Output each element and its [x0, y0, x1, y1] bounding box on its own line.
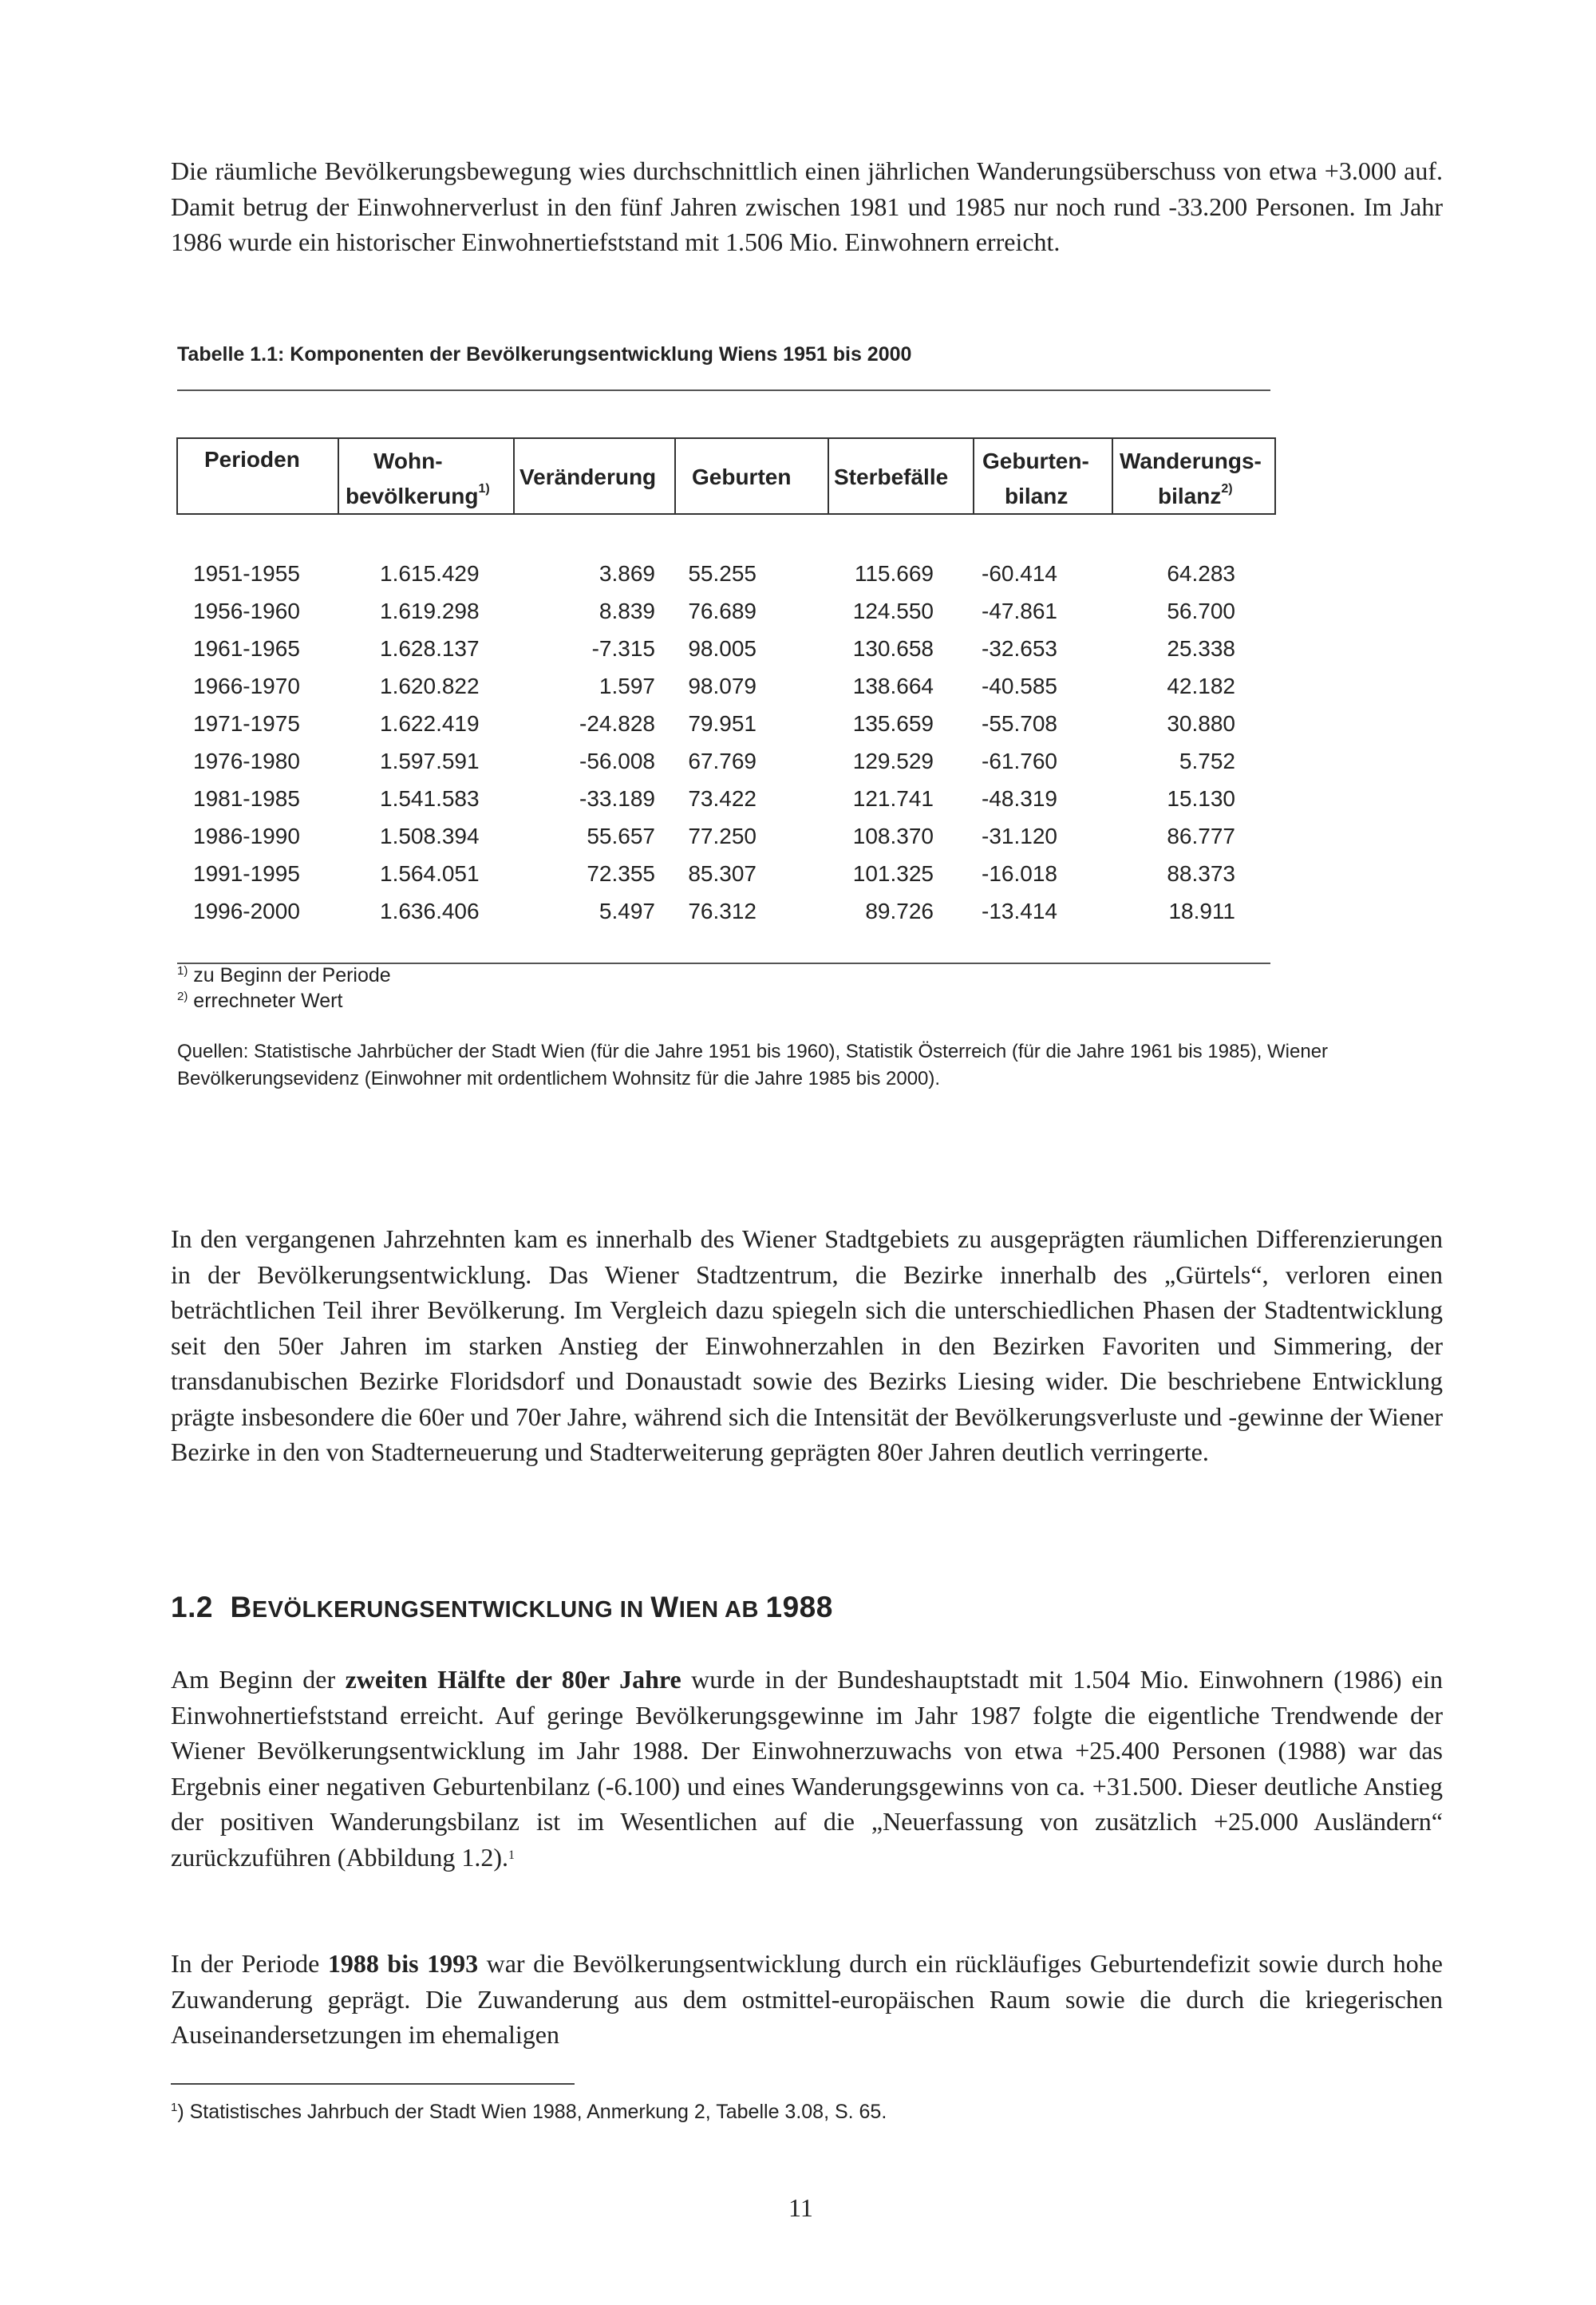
cell-periode: 1956-1960 [193, 599, 300, 623]
intro-text: Die räumliche Bevölkerungsbewegung wies durchschnittlich einen jährlichen Wanderungsüberschuss von etwa +3.000 auf. Damit betrug der Einwohnerverlust in den fünf Jahren zwischen 1981 und 1985 nur noch rund -33.200 Personen. Im Jahr 1986 wurde ein historischer Einwohnertiefststand mit 1.506 Mio. Einwohnern erreicht. [171, 156, 1443, 256]
header-geburten-label: Geburten [692, 465, 792, 489]
table-row [0, 899, 1596, 931]
cell-sterbefaelle: 121.741 [852, 786, 934, 811]
cell-sterbefaelle: 129.529 [852, 749, 934, 773]
header-wohn-line1: Wohn- [373, 449, 443, 473]
table-sources: Quellen: Statistische Jahrbücher der Stadt Wien (für die Jahre 1951 bis 1960), Statistik Österreich (für die Jahre 1961 bis 1985), Wiener Bevölkerungsevidenz (Einwohner mit ordentlichem Wohnsitz für die Jahre 1985 bis 2000). [177, 1041, 1329, 1089]
cell-geburtenbilanz: -61.760 [982, 749, 1057, 773]
cell-geburten: 73.422 [688, 786, 757, 811]
section-title-part: W [650, 1591, 679, 1623]
cell-geburten: 76.689 [688, 599, 757, 623]
header-wohnbevoelkerung [339, 439, 513, 513]
cell-veraenderung: -7.315 [591, 636, 655, 661]
header-wb-sup: 2) [1221, 482, 1233, 496]
cell-sterbefaelle: 89.726 [865, 899, 934, 923]
cell-geburten: 98.005 [688, 636, 757, 661]
table-row [0, 711, 1596, 743]
table-row [0, 861, 1596, 893]
footnote-1-mark: 1) [177, 964, 188, 978]
cell-wohn: 1.508.394 [380, 824, 480, 848]
cell-wohn: 1.620.822 [380, 674, 480, 698]
cell-wanderungsbilanz: 15.130 [1167, 786, 1235, 811]
cell-periode: 1976-1980 [193, 749, 300, 773]
header-sterbefaelle-label: Sterbefälle [834, 465, 949, 489]
cell-wohn: 1.597.591 [380, 749, 480, 773]
cell-wohn: 1.628.137 [380, 636, 480, 661]
table-row [0, 824, 1596, 856]
cell-sterbefaelle: 115.669 [854, 561, 934, 586]
footnote-rule [171, 2083, 575, 2085]
cell-periode: 1961-1965 [193, 636, 300, 661]
cell-wanderungsbilanz: 64.283 [1167, 561, 1235, 586]
cell-geburten: 98.079 [688, 674, 757, 698]
cell-veraenderung: 3.869 [598, 561, 655, 586]
cell-sterbefaelle: 108.370 [852, 824, 934, 848]
table-header [176, 437, 1276, 515]
cell-geburtenbilanz: -60.414 [982, 561, 1057, 586]
cell-periode: 1951-1955 [193, 561, 300, 586]
footnote-ref: 1 [508, 1848, 515, 1862]
cell-wanderungsbilanz: 25.338 [1167, 636, 1235, 661]
cell-veraenderung: 72.355 [587, 861, 655, 886]
cell-veraenderung: 1.597 [598, 674, 655, 698]
cell-veraenderung: 8.839 [598, 599, 655, 623]
cell-geburtenbilanz: -31.120 [982, 824, 1057, 848]
header-sterbefaelle [829, 439, 973, 513]
header-veraenderung [515, 439, 674, 513]
cell-wanderungsbilanz: 5.752 [1179, 749, 1235, 773]
cell-wohn: 1.541.583 [380, 786, 480, 811]
paragraph-4 [171, 1946, 1443, 2053]
table-footnote-1 [177, 964, 391, 987]
cell-veraenderung: -33.189 [579, 786, 655, 811]
cell-geburten: 85.307 [688, 861, 757, 886]
cell-periode: 1991-1995 [193, 861, 300, 886]
cell-periode: 1971-1975 [193, 711, 300, 736]
cell-veraenderung: 5.497 [598, 899, 655, 923]
header-wb-line2: bilanz [1158, 484, 1222, 508]
paragraph-4-bold: 1988 bis 1993 [327, 1949, 479, 1978]
section-heading [171, 1591, 833, 1624]
table-row [0, 561, 1596, 593]
page-footnote [171, 2101, 887, 2124]
footnote-2-text: errechneter Wert [193, 990, 343, 1012]
cell-geburtenbilanz: -47.861 [982, 599, 1057, 623]
cell-geburten: 55.255 [688, 561, 757, 586]
page-footnote-text: ) Statistisches Jahrbuch der Stadt Wien 1988, Anmerkung 2, Tabelle 3.08, S. 65. [177, 2101, 887, 2123]
cell-veraenderung: -24.828 [579, 711, 655, 736]
cell-geburtenbilanz: -13.414 [982, 899, 1057, 923]
header-wanderungsbilanz [1113, 439, 1274, 513]
header-wohn-line2: bevölkerung [346, 484, 479, 508]
section-number: 1.2 [171, 1591, 213, 1623]
cell-periode: 1966-1970 [193, 674, 300, 698]
cell-sterbefaelle: 101.325 [852, 861, 934, 886]
table-footnote-2 [177, 990, 342, 1013]
cell-sterbefaelle: 138.664 [852, 674, 934, 698]
cell-wohn: 1.619.298 [380, 599, 480, 623]
header-geburtenbilanz [974, 439, 1112, 513]
cell-wanderungsbilanz: 42.182 [1167, 674, 1235, 698]
cell-geburtenbilanz: -40.585 [982, 674, 1057, 698]
header-perioden [178, 439, 338, 513]
cell-wohn: 1.636.406 [380, 899, 480, 923]
cell-periode: 1996-2000 [193, 899, 300, 923]
cell-sterbefaelle: 135.659 [852, 711, 934, 736]
cell-wohn: 1.564.051 [380, 861, 480, 886]
cell-geburten: 77.250 [688, 824, 757, 848]
cell-wohn: 1.622.419 [380, 711, 480, 736]
cell-wanderungsbilanz: 88.373 [1167, 861, 1235, 886]
cell-wanderungsbilanz: 56.700 [1167, 599, 1235, 623]
cell-geburten: 76.312 [688, 899, 757, 923]
paragraph-3-bold: zweiten Hälfte der 80er Jahre [345, 1665, 681, 1694]
paragraph-3 [171, 1662, 1443, 1875]
section-title-part: 1988 [765, 1591, 833, 1623]
page-number: 11 [788, 2193, 813, 2222]
section-title-part: B [230, 1591, 252, 1623]
cell-geburtenbilanz: -32.653 [982, 636, 1057, 661]
cell-wanderungsbilanz: 18.911 [1168, 899, 1235, 923]
cell-geburtenbilanz: -55.708 [982, 711, 1057, 736]
cell-veraenderung: 55.657 [587, 824, 655, 848]
cell-geburten: 67.769 [688, 749, 757, 773]
page-footnote-mark: 1 [171, 2101, 178, 2114]
caption-rule [177, 389, 1270, 391]
section-title-part: EVÖLKERUNGSENTWICKLUNG IN [251, 1597, 651, 1623]
table-row [0, 674, 1596, 706]
header-geburten [676, 439, 828, 513]
cell-sterbefaelle: 130.658 [852, 636, 934, 661]
cell-periode: 1986-1990 [193, 824, 300, 848]
table-row [0, 786, 1596, 818]
footnote-1-text: zu Beginn der Periode [193, 964, 391, 986]
table-caption: Tabelle 1.1: Komponenten der Bevölkerungsentwicklung Wiens 1951 bis 2000 [177, 343, 912, 366]
header-gb-line2: bilanz [1005, 484, 1069, 508]
cell-wanderungsbilanz: 86.777 [1167, 824, 1235, 848]
section-title-part: IEN AB [678, 1597, 766, 1623]
cell-sterbefaelle: 124.550 [852, 599, 934, 623]
header-gb-line1: Geburten- [982, 449, 1089, 473]
cell-geburten: 79.951 [688, 711, 757, 736]
paragraph-4-text: In der Periode [171, 1949, 328, 1978]
table-row [0, 636, 1596, 668]
intro-paragraph [171, 153, 1443, 260]
header-wb-line1: Wanderungs- [1120, 449, 1262, 473]
paragraph-3-text: wurde in der Bundeshauptstadt mit 1.504 Mio. Einwohnern (1986) ein Einwohnertiefststand erreicht. Auf geringe Bevölkerungsgewinne im Jahr 1987 folgte die eigentliche Trendwende der Wiener Bevölkerungsentwicklung im Jahr 1988. Der Einwohnerzuwachs von etwa +25.400 Personen (1988) war das Ergebnis einer negativen Geburtenbilanz (-6.100) und eines Wanderungsgewinns von ca. +31.500. Dieser deutliche Anstieg der positiven Wanderungsbilanz ist im Wesentlichen auf die „Neuerfassung von zusätzlich +25.000 Ausländern“ zurückzuführen (Abbildung 1.2). [171, 1665, 1444, 1872]
paragraph-2 [171, 1221, 1443, 1470]
paragraph-3-text: Am Beginn der [171, 1665, 346, 1694]
table-row [0, 599, 1596, 631]
cell-veraenderung: -56.008 [579, 749, 655, 773]
cell-periode: 1981-1985 [193, 786, 300, 811]
footnote-2-mark: 2) [177, 990, 188, 1003]
cell-wanderungsbilanz: 30.880 [1167, 711, 1235, 736]
cell-geburtenbilanz: -16.018 [982, 861, 1057, 886]
cell-wohn: 1.615.429 [380, 561, 480, 586]
paragraph-4-text: war die Bevölkerungsentwicklung durch ein rückläufiges Geburtendefizit sowie durch hohe Zuwanderung geprägt. Die Zuwanderung aus dem ostmittel-europäischen Raum sowie die durch die kriegerischen Auseinandersetzungen im ehemaligen [171, 1949, 1443, 2049]
cell-geburtenbilanz: -48.319 [982, 786, 1057, 811]
header-wohn-sup: 1) [478, 482, 490, 496]
paragraph-2-text: In den vergangenen Jahrzehnten kam es innerhalb des Wiener Stadtgebiets zu ausgeprägten räumlichen Differenzierungen in der Bevölkerungsentwicklung. Das Wiener Stadtzentrum, die Bezirke innerhalb des „Gürtels“, verloren einen beträchtlichen Teil ihrer Bevölkerung. Im Vergleich dazu spiegeln sich die unterschiedlichen Phasen der Stadtentwicklung seit den 50er Jahren im starken Anstieg der Einwohnerzahlen in den Bezirken Favoriten und Simmering, der transdanubischen Bezirke Floridsdorf und Donaustadt sowie des Bezirks Liesing wider. Die beschriebene Entwicklung prägte insbesondere die 60er und 70er Jahre, während sich die Intensität der Bevölkerungsverluste und -gewinne der Wiener Bezirke in den von Stadterneuerung und Stadterweiterung geprägten 80er Jahren deutlich verringerte. [171, 1224, 1443, 1466]
header-veraenderung-label: Veränderung [519, 465, 657, 489]
header-perioden-label: Perioden [204, 447, 300, 472]
table-row [0, 749, 1596, 781]
